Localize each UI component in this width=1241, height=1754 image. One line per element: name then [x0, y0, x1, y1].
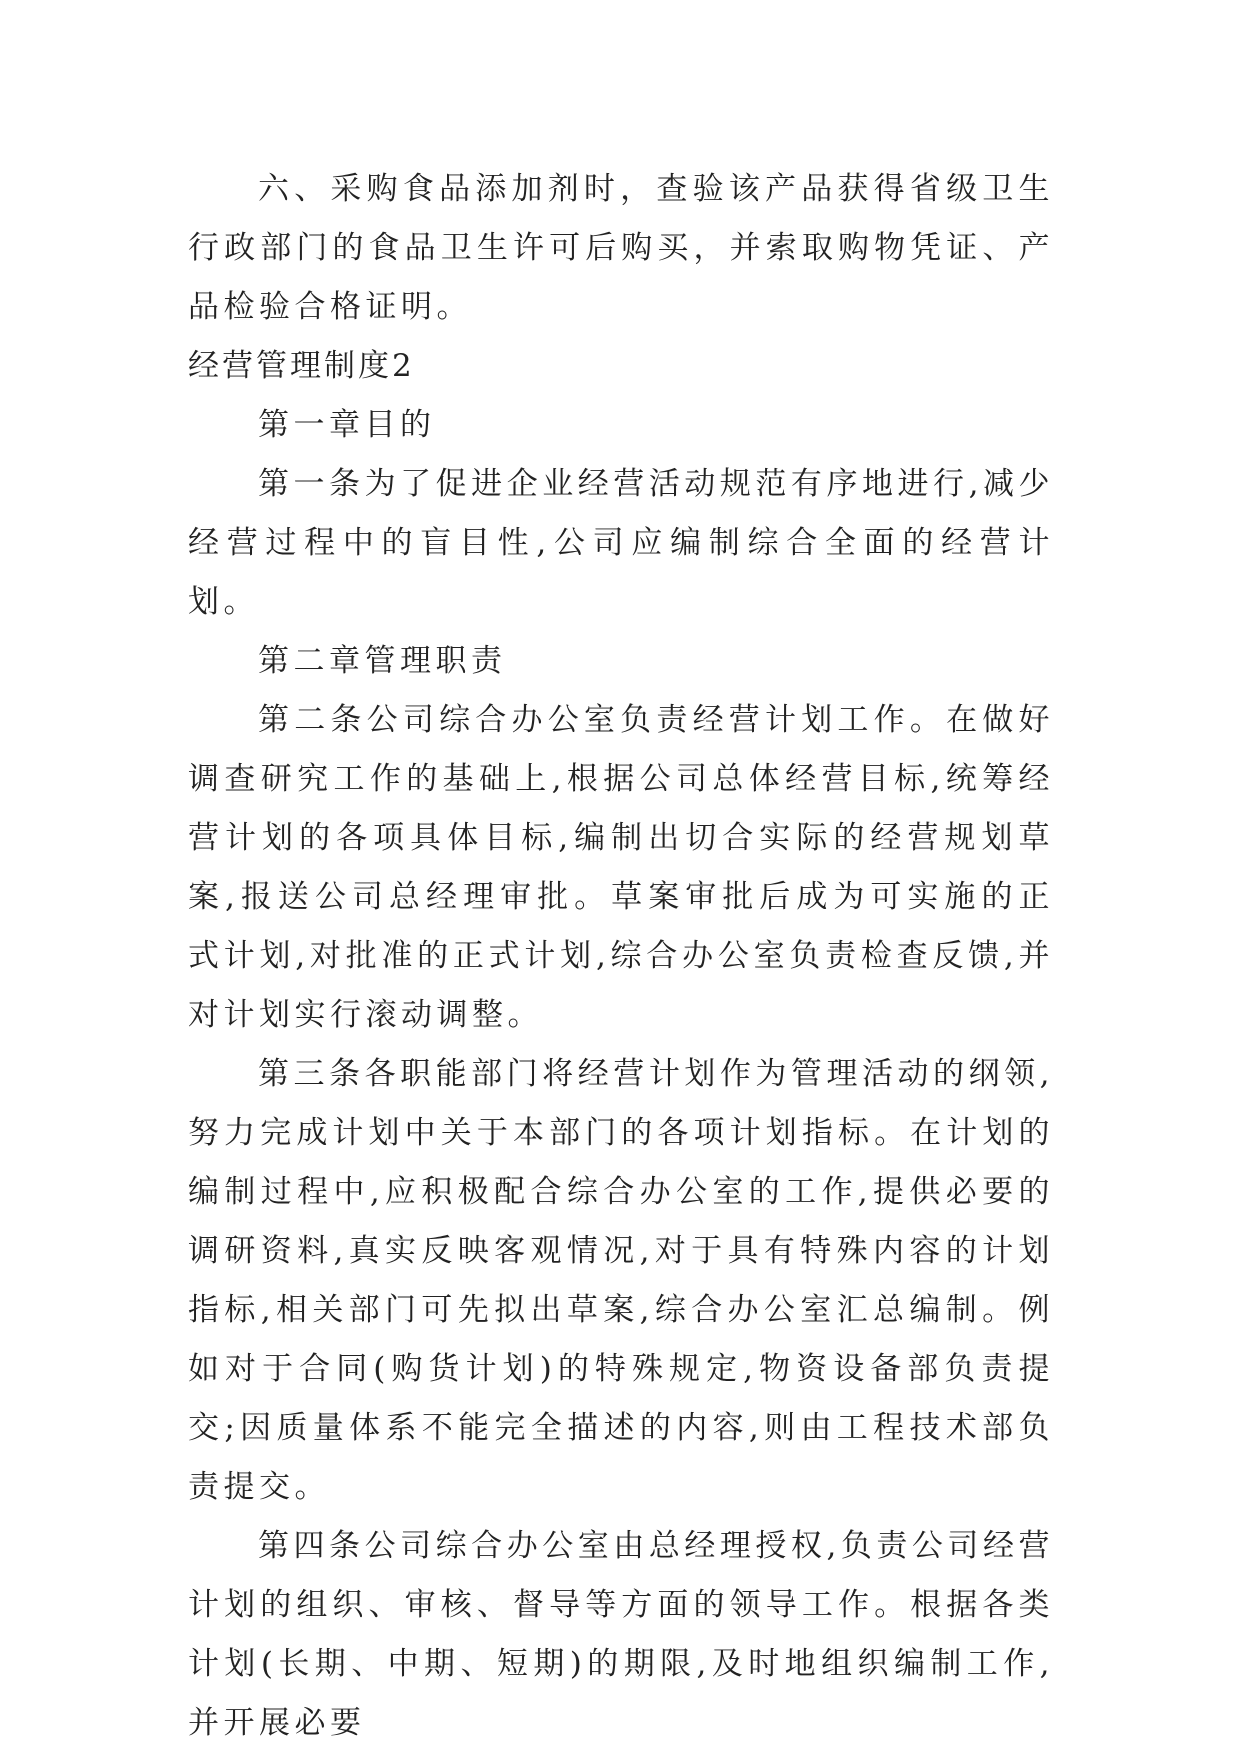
- chapter-heading-purpose: 第一章目的: [258, 407, 436, 443]
- article-1-paragraph: 第一条为了促进企业经营活动规范有序地进行,减少经营过程中的盲目性,公司应编制综合全面的经营计划。: [188, 466, 1054, 620]
- section-heading: 经营管理制度2: [188, 348, 415, 384]
- document-body: [188, 160, 1054, 1753]
- article-4-paragraph: 第四条公司综合办公室由总经理授权,负责公司经营计划的组织、审核、督导等方面的领导工作。根据各类计划(长期、中期、短期)的期限,及时地组织编制工作,并开展必要: [188, 1528, 1054, 1741]
- paragraph-food-additive-purchase: 六、采购食品添加剂时，查验该产品获得省级卫生行政部门的食品卫生许可后购买，并索取购物凭证、产品检验合格证明。: [188, 171, 1054, 325]
- article-3-paragraph: 第三条各职能部门将经营计划作为管理活动的纲领,努力完成计划中关于本部门的各项计划指标。在计划的编制过程中,应积极配合综合办公室的工作,提供必要的调研资料,真实反映客观情况,对于具有特殊内容的计划指标,相关部门可先拟出草案,综合办公室汇总编制。例如对于合同(购货计划)的特殊规定,物资设备部负责提交;因质量体系不能完全描述的内容,则由工程技术部负责提交。: [188, 1056, 1054, 1505]
- article-2-paragraph: 第二条公司综合办公室负责经营计划工作。在做好调查研究工作的基础上,根据公司总体经营目标,统筹经营计划的各项具体目标,编制出切合实际的经营规划草案,报送公司总经理审批。草案审批后成为可实施的正式计划,对批准的正式计划,综合办公室负责检查反馈,并对计划实行滚动调整。: [188, 702, 1054, 1033]
- chapter-heading-responsibilities: 第二章管理职责: [258, 643, 507, 679]
